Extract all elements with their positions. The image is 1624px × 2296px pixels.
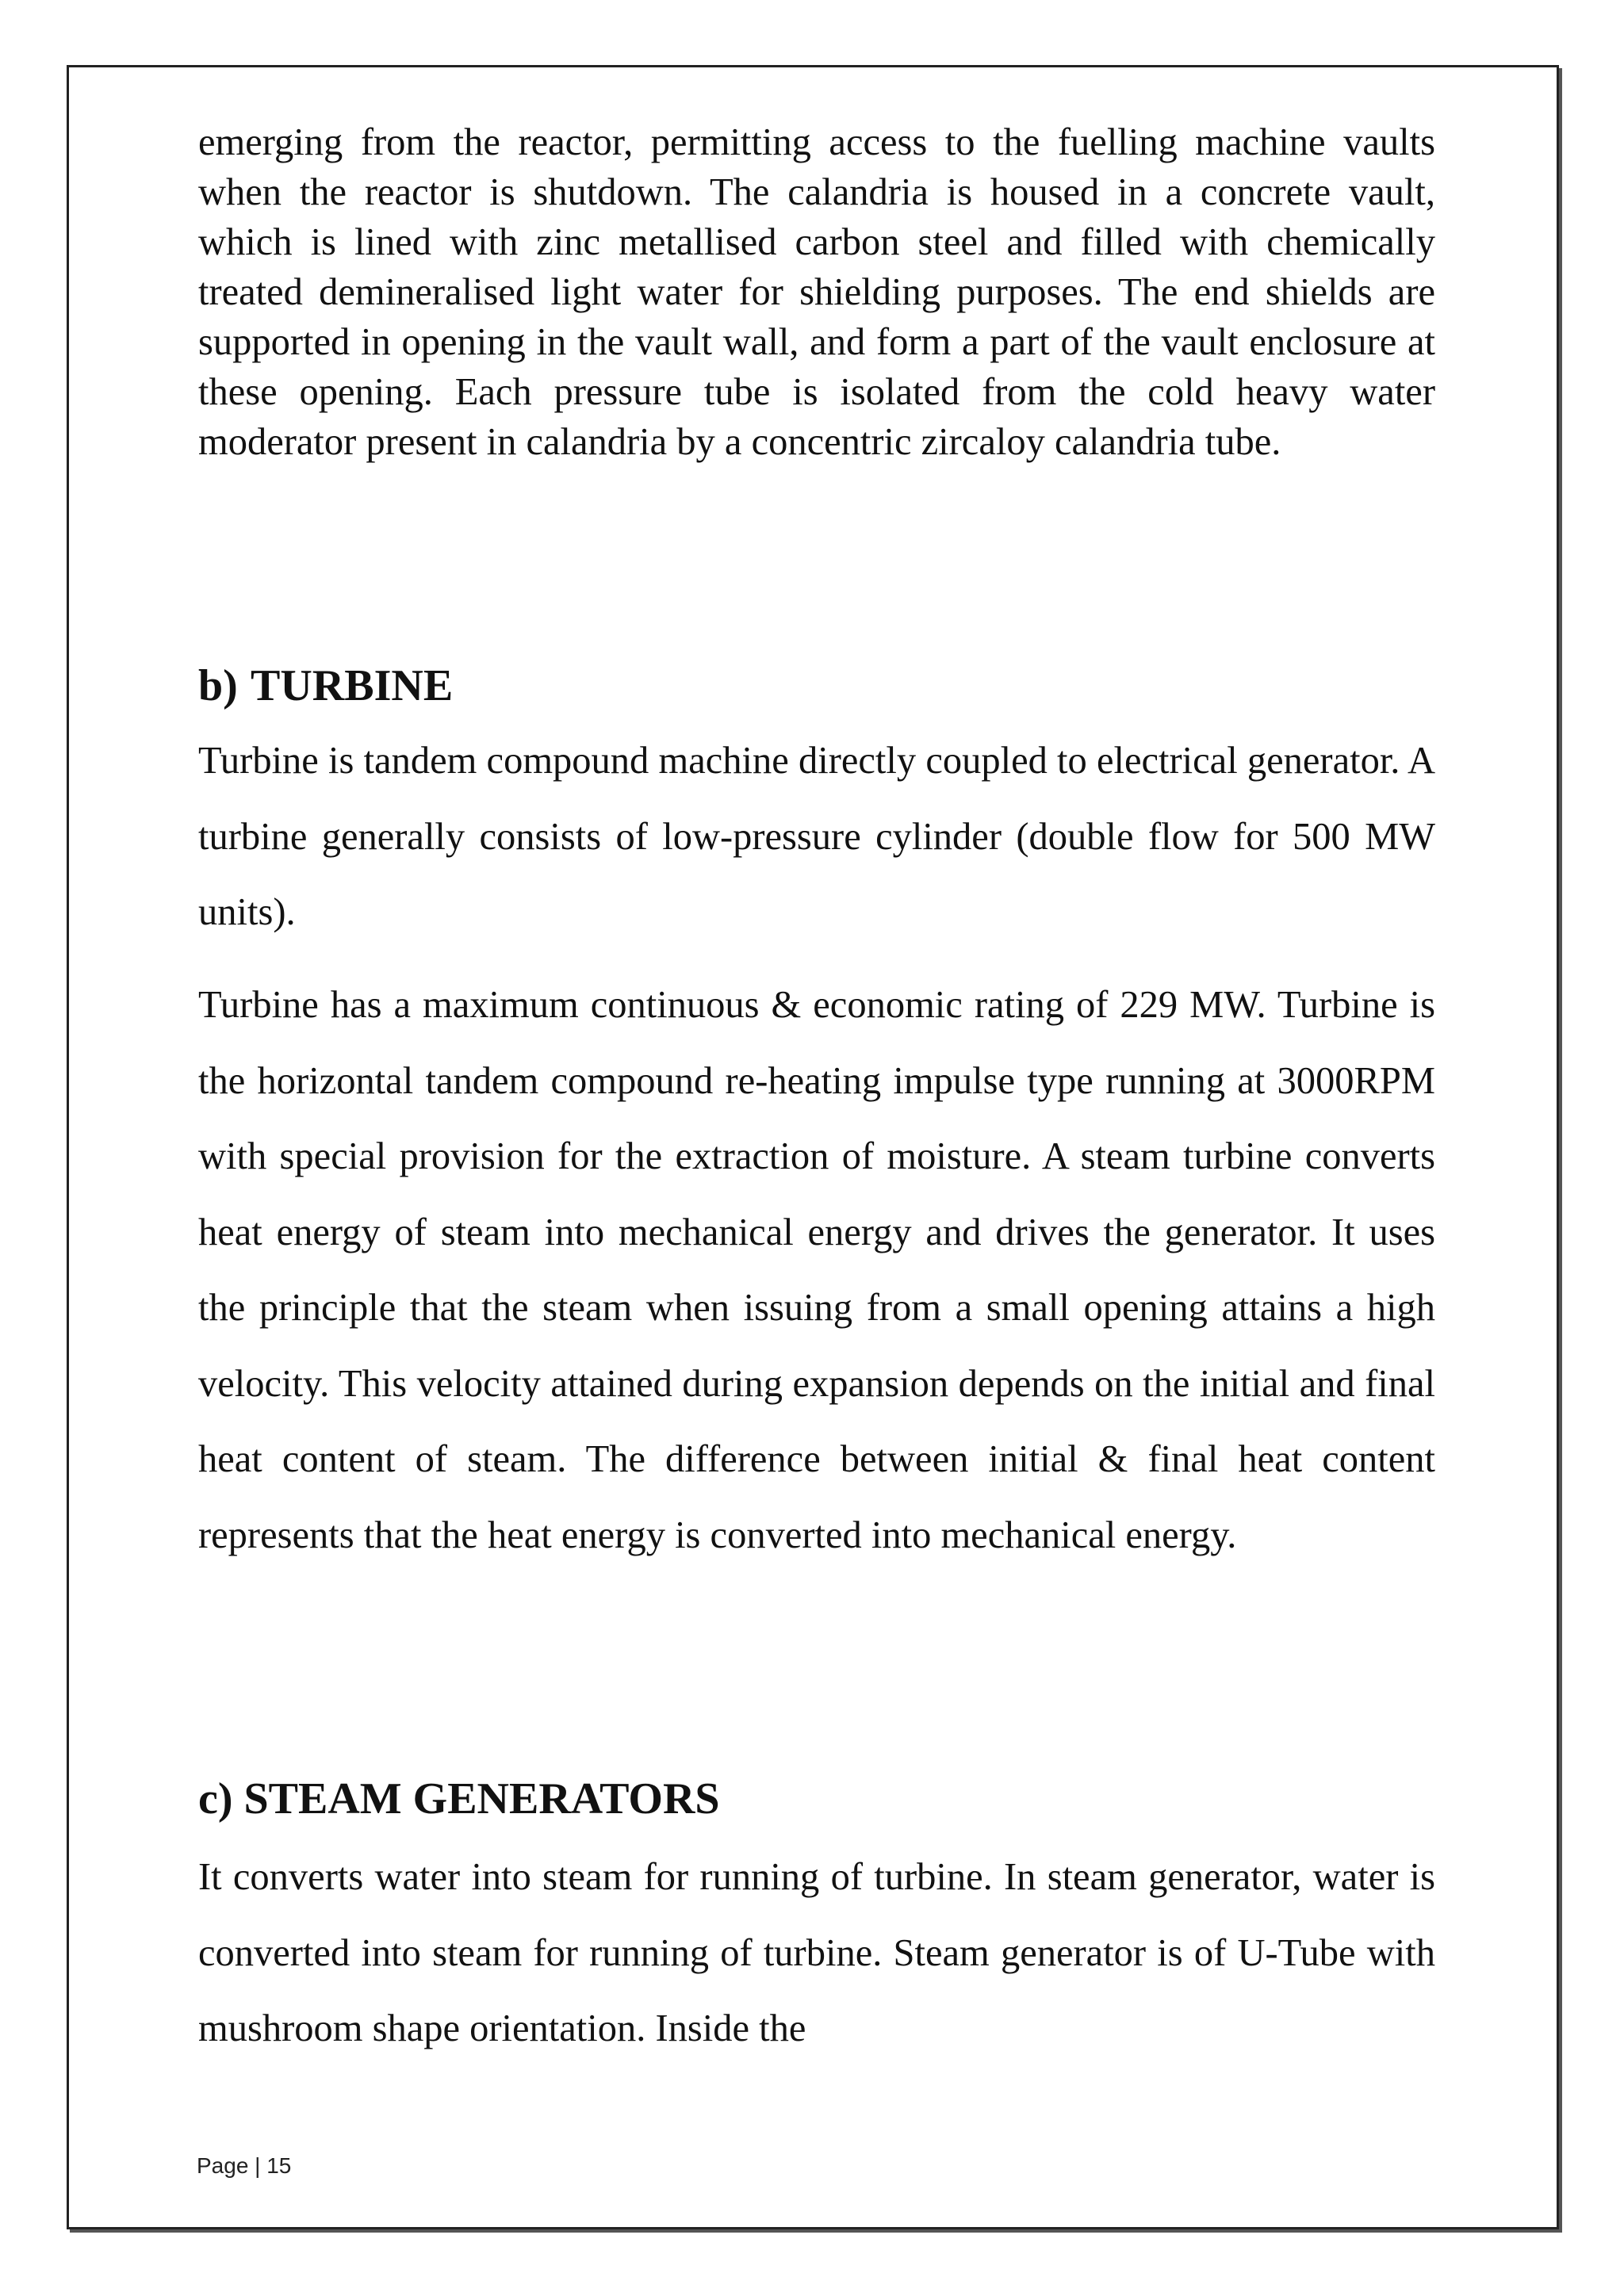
turbine-heading-label: b) [198, 661, 238, 710]
steam-generators-heading: c) STEAM GENERATORS [198, 1774, 720, 1823]
turbine-heading [198, 658, 453, 714]
steam-generators-paragraph-1: It converts water into steam for running of turbine. In steam generator, water is converted into steam for running of turbine. Steam generator is of U-Tube with mushroom shape orientation. Inside the [198, 1856, 1435, 2049]
page-number-footer: Page | 15 [197, 2153, 292, 2178]
intro-paragraph: emerging from the reactor, permitting access to the fuelling machine vaults when the reactor is shutdown. The calandria is housed in a concrete vault, which is lined with zinc metallised carbon steel and filled with chemically treated demineralised light water for shielding purposes. The end shields are supported in opening in the vault wall, and form a part of the vault enclosure at these opening. Each pressure tube is isolated from the cold heavy water moderator present in calandria by a concentric zircaloy calandria tube. [198, 121, 1435, 463]
turbine-heading-title: TURBINE [251, 661, 454, 710]
turbine-paragraph-2: Turbine has a maximum continuous & economic rating of 229 MW. Turbine is the horizontal tandem compound re-heating impulse type running at 3000RPM with special provision for the extraction of moisture. A steam turbine converts heat energy of steam into mechanical energy and drives the generator. It uses the principle that the steam when issuing from a small opening attains a high velocity. This velocity attained during expansion depends on the initial and final heat content of steam. The difference between initial & final heat content represents that the heat energy is converted into mechanical energy. [198, 984, 1435, 1556]
turbine-paragraph-1: Turbine is tandem compound machine directly coupled to electrical generator. A turbine generally consists of low-pressure cylinder (double flow for 500 MW units). [198, 740, 1435, 933]
